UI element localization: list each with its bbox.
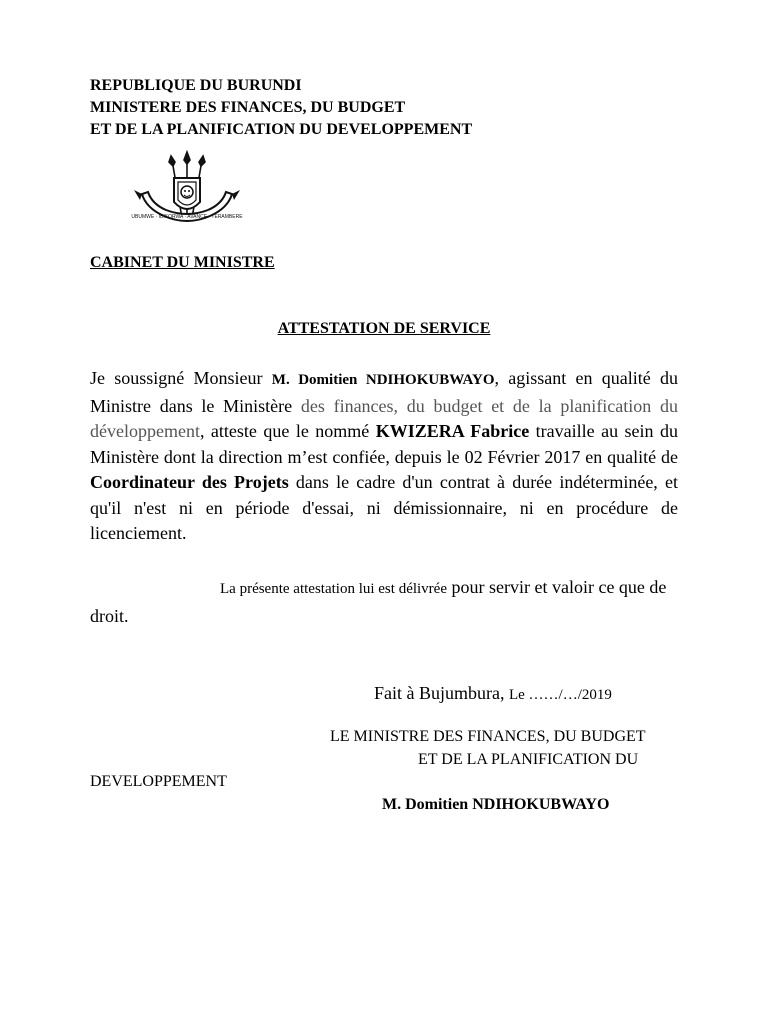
coat-of-arms-graphic <box>124 150 250 238</box>
date-text: Le ……/…/2019 <box>508 687 612 703</box>
place-date-line <box>374 683 612 704</box>
letterhead-ministry: MINISTERE DES FINANCES, DU BUDGET <box>90 99 406 116</box>
body-text-b: , agissant en qualité du Ministre dans le Ministère <box>90 368 678 416</box>
signatory-name: M. Domitien NDIHOKUBWAYO <box>382 796 610 813</box>
coat-of-arms-icon <box>124 150 250 238</box>
place-text: Fait à Bujumbura, <box>374 683 509 703</box>
coat-of-arms-motto: UBUMWE · IBIKORWA · AVANCE · TERAMBERE <box>131 214 243 220</box>
cabinet-heading: CABINET DU MINISTRE <box>90 254 275 271</box>
body-text-c: , atteste que le nommé <box>199 421 376 441</box>
ministry-name: des finances, du budget et de la planification du développement <box>90 395 679 441</box>
employee-role: Coordinateur des Projets <box>90 472 289 492</box>
closing-text-rest: pour servir et valoir ce que de droit. <box>90 577 667 626</box>
closing-paragraph <box>90 574 678 630</box>
letterhead-country: REPUBLIQUE DU BURUNDI <box>90 77 302 94</box>
document-title: ATTESTATION DE SERVICE <box>277 320 491 337</box>
employee-name: KWIZERA Fabrice <box>375 421 530 441</box>
body-text-e: dans le cadre d'un contrat à durée indéterminée, et qu'il n'est ni en période d'essai, ni démissionnaire, ni en procédure de licenciement. <box>90 472 678 543</box>
signatory-title-line2: ET DE LA PLANIFICATION DU <box>418 751 639 768</box>
body-text-a: Je soussigné Monsieur <box>90 368 272 388</box>
closing-text-small: La présente attestation lui est délivrée <box>220 581 447 597</box>
signatory-title-line1: LE MINISTRE DES FINANCES, DU BUDGET <box>330 728 646 745</box>
body-text-d: travaille au sein du Ministère dont la direction m’est confiée, depuis le 02 Février 2017 en qualité de <box>90 421 679 467</box>
attestation-body <box>90 366 678 547</box>
minister-name: M. Domitien NDIHOKUBWAYO <box>271 372 495 388</box>
letterhead-ministry-cont: ET DE LA PLANIFICATION DU DEVELOPPEMENT <box>90 121 473 138</box>
letterhead <box>90 75 472 141</box>
signatory-title-line3: DEVELOPPEMENT <box>90 773 227 790</box>
